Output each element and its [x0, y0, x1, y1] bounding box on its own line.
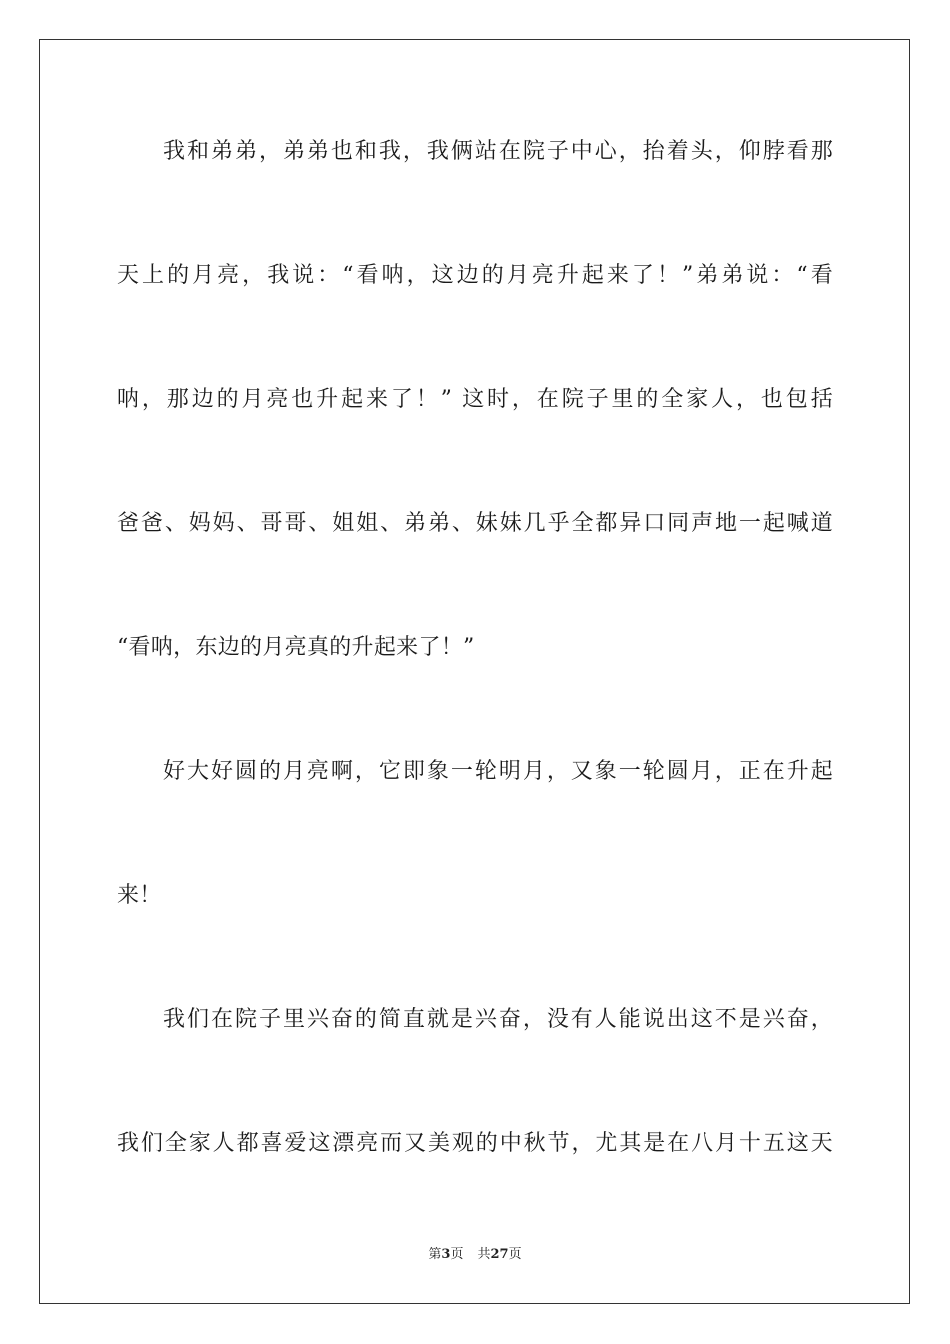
paragraph-2-line-1: 好大好圆的月亮啊，它即象一轮明月，又象一轮圆月，正在升起	[163, 759, 833, 784]
page-number: 3	[441, 1247, 451, 1262]
paragraph-1-line-1: 我和弟弟，弟弟也和我，我俩站在院子中心，抬着头，仰脖看那	[163, 139, 833, 164]
paragraph-3-line-1: 我们在院子里兴奋的简直就是兴奋，没有人能说出这不是兴奋，	[163, 1007, 833, 1032]
page-suffix: 页	[450, 1247, 464, 1262]
page-footer	[0, 1246, 950, 1264]
paragraph-1-line-5: “看呐，东边的月亮真的升起来了！”	[117, 635, 475, 660]
paragraph-1-line-2: 天上的月亮，我说：“看呐，这边的月亮升起来了！”弟弟说：“看	[117, 263, 833, 288]
total-prefix: 共	[477, 1247, 491, 1262]
page-prefix: 第	[428, 1247, 442, 1262]
total-pages: 27	[490, 1247, 509, 1262]
paragraph-1-line-4: 爸爸、妈妈、哥哥、姐姐、弟弟、妹妹几乎全都异口同声地一起喊道	[117, 511, 833, 536]
total-suffix: 页	[508, 1247, 522, 1262]
page-border	[39, 39, 910, 1304]
paragraph-1-line-3: 呐，那边的月亮也升起来了！” 这时，在院子里的全家人，也包括	[117, 387, 833, 412]
paragraph-2-line-2: 来！	[117, 883, 162, 908]
paragraph-3-line-2: 我们全家人都喜爱这漂亮而又美观的中秋节，尤其是在八月十五这天	[117, 1131, 833, 1156]
